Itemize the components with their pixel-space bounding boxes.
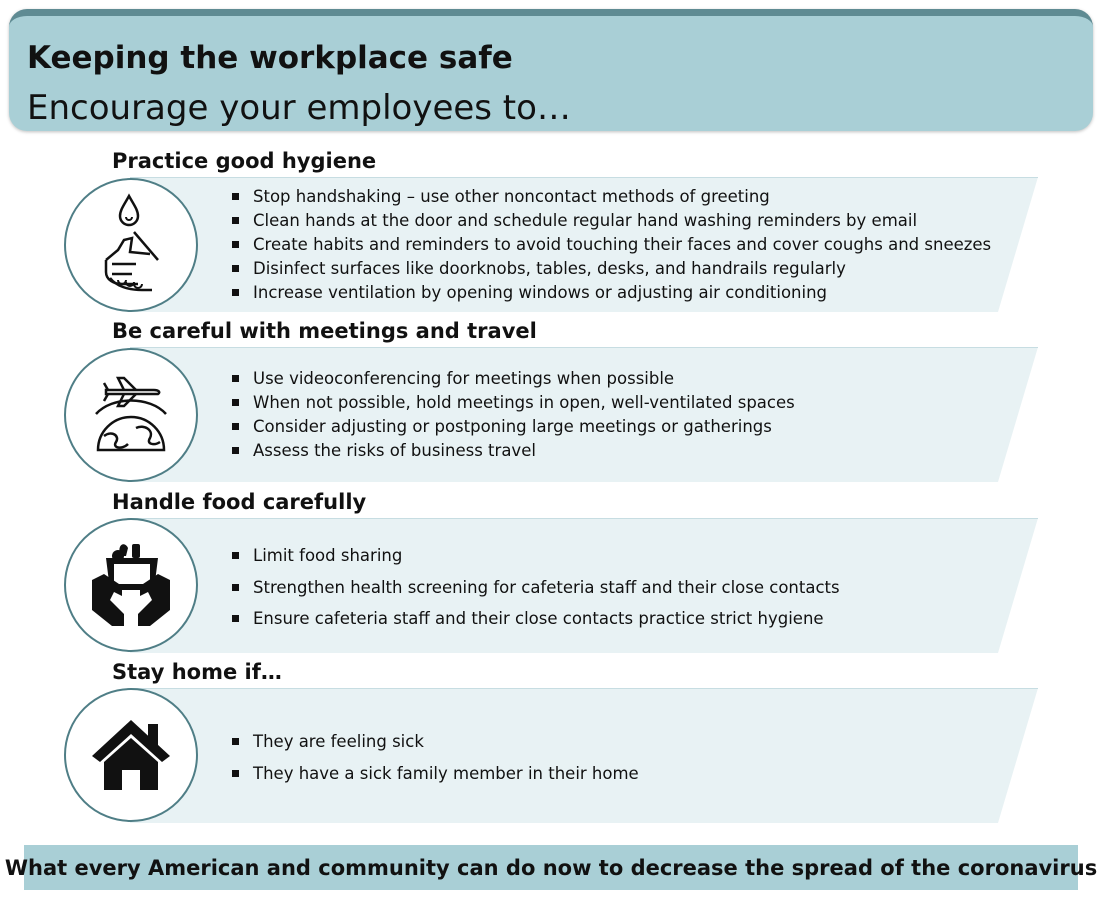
food-box-hands-icon [66, 520, 196, 650]
hand-washing-icon [66, 180, 196, 310]
bullet-list-hygiene [232, 185, 991, 305]
list-item: When not possible, hold meetings in open, well-ventilated spaces [232, 391, 795, 415]
section-heading-meetings: Be careful with meetings and travel [112, 319, 537, 343]
section-heading-food: Handle food carefully [112, 490, 367, 514]
list-item: Limit food sharing [232, 544, 840, 576]
section-icon-circle-meetings [64, 348, 198, 482]
section-icon-circle-stay-home [64, 688, 198, 822]
list-item: Ensure cafeteria staff and their close contacts practice strict hygiene [232, 607, 840, 639]
page-title: Keeping the workplace safe [27, 40, 513, 76]
list-item: Assess the risks of business travel [232, 439, 795, 463]
list-item: They have a sick family member in their home [232, 762, 639, 794]
bullet-list-meetings [232, 367, 795, 463]
section-heading-stay-home: Stay home if… [112, 660, 282, 684]
section-icon-circle-food [64, 518, 198, 652]
list-item: Strengthen health screening for cafeteria staff and their close contacts [232, 576, 840, 608]
page-subtitle: Encourage your employees to… [27, 88, 571, 128]
footer-banner: What every American and community can do now to decrease the spread of the coronavirus [24, 845, 1078, 890]
bullet-list-stay-home [232, 730, 639, 793]
bullet-list-food [232, 544, 840, 639]
list-item: Create habits and reminders to avoid touching their faces and cover coughs and sneezes [232, 233, 991, 257]
list-item: Use videoconferencing for meetings when possible [232, 367, 795, 391]
house-icon [66, 690, 196, 820]
header-banner [9, 9, 1093, 131]
list-item: Stop handshaking – use other noncontact methods of greeting [232, 185, 991, 209]
section-heading-hygiene: Practice good hygiene [112, 149, 377, 173]
list-item: Increase ventilation by opening windows or adjusting air conditioning [232, 281, 991, 305]
list-item: Consider adjusting or postponing large meetings or gatherings [232, 415, 795, 439]
list-item: They are feeling sick [232, 730, 639, 762]
section-icon-circle-hygiene [64, 178, 198, 312]
list-item: Clean hands at the door and schedule regular hand washing reminders by email [232, 209, 991, 233]
list-item: Disinfect surfaces like doorknobs, tables, desks, and handrails regularly [232, 257, 991, 281]
airplane-globe-icon [66, 350, 196, 480]
